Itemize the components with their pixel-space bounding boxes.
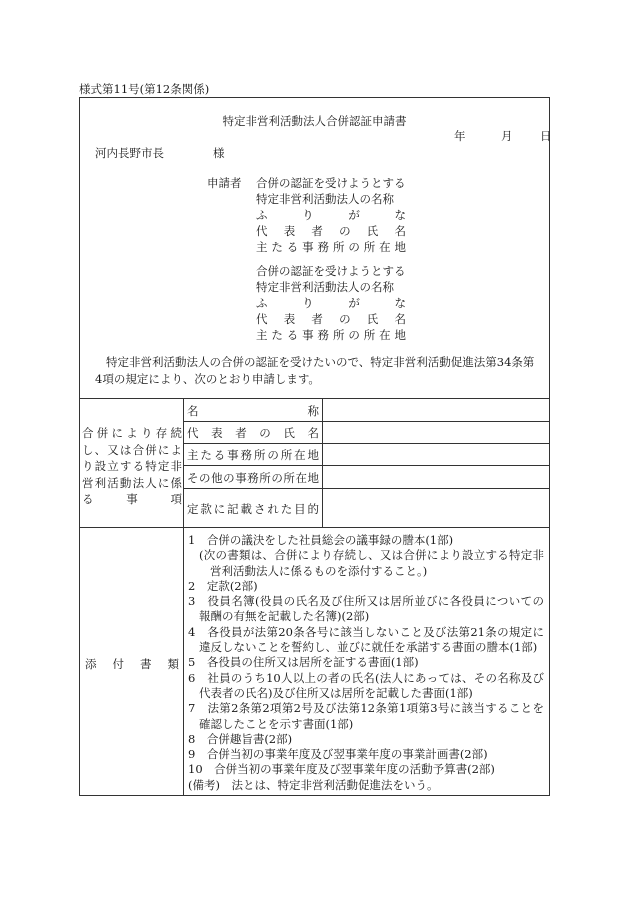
org-representative: 代表者の氏名 <box>256 312 406 326</box>
addressee-name: 河内長野市長 <box>95 146 164 160</box>
attachments-list <box>188 533 544 793</box>
list-item: 7 法第2条第2項第2号及び法第12条第1項第3号に該当することを確認したことを示す書面(1部) <box>188 701 544 731</box>
field-row-rule <box>183 421 549 422</box>
org-intro-line2: 特定非営利活動法人の名称 <box>256 280 394 294</box>
org-intro-line1: 合併の認証を受けようとする <box>256 264 406 278</box>
date-year: 年 <box>454 129 466 143</box>
org-furigana: ふりがな <box>256 208 406 222</box>
org-intro-line2: 特定非営利活動法人の名称 <box>256 192 394 206</box>
form-number-label: 様式第11号(第12条関係) <box>79 82 210 96</box>
table-top-rule <box>80 398 549 399</box>
org-intro-line1: 合併の認証を受けようとする <box>256 176 406 190</box>
field-name-label: 名称 <box>187 404 319 418</box>
addressee-honorific: 様 <box>213 146 225 160</box>
org-address: 主たる事務所の所在地 <box>256 328 406 342</box>
org-representative: 代表者の氏名 <box>256 224 406 238</box>
date-day: 日 <box>540 129 552 143</box>
date-month: 月 <box>501 129 513 143</box>
field-main-office-label: 主たる事務所の所在地 <box>187 448 319 462</box>
attachments-top-rule <box>80 527 549 528</box>
list-item: (次の書類は、合併により存続し、又は合併により設立する特定非営利活動法人に係るものを添付すること。) <box>199 548 544 578</box>
applicant-label: 申請者 <box>207 176 242 190</box>
list-item: 1 合併の議決をした社員総会の議事録の謄本(1部) <box>188 533 454 547</box>
field-row-rule <box>183 443 549 444</box>
field-row-rule <box>183 488 549 489</box>
section-label: 合併により存続し、又は合併により設立する特定非営利活動法人に係る事項 <box>82 426 182 506</box>
form-title: 特定非営利活動法人合併認証申請書 <box>222 114 407 128</box>
field-other-office-label: その他の事務所の所在地 <box>187 471 319 485</box>
list-item: 9 合併当初の事業年度及び翌事業年度の事業計画書(2部) <box>188 747 488 762</box>
list-item: 2 定款(2部) <box>188 578 258 593</box>
list-item: 5 各役員の住所又は居所を証する書面(1部) <box>188 655 419 670</box>
field-representative-label: 代表者の氏名 <box>187 426 319 440</box>
attachments-label: 添付書類 <box>85 657 179 671</box>
list-item-note: (備考) 法とは、特定非営利活動促進法をいう。 <box>188 777 439 792</box>
application-form <box>79 97 550 796</box>
list-item: 8 合併趣旨書(2部) <box>188 731 293 746</box>
list-item: 4 各役員が法第20条各号に該当しないこと及び法第21条の規定に違反しないことを誓約し、並びに就任を承諾する書面の謄本(1部) <box>188 624 544 655</box>
applicant-org-2 <box>256 263 406 343</box>
field-row-rule <box>183 465 549 466</box>
field-column-rule <box>322 398 323 527</box>
org-furigana: ふりがな <box>256 296 406 310</box>
list-item: 10 合併当初の事業年度及び翌事業年度の活動予算書(2部) <box>188 762 495 777</box>
list-item: 3 役員名簿(役員の氏名及び住所又は居所並びに各役員についての報酬の有無を記載した名簿)(2部) <box>188 594 544 624</box>
declaration-text: 特定非営利活動法人の合併の認証を受けたいので、特定非営利活動促進法第34条第4項の規定により、次のとおり申請します。 <box>95 355 535 386</box>
applicant-org-1 <box>256 175 406 255</box>
list-item: 6 社員のうち10人以上の者の氏名(法人にあっては、その名称及び代表者の氏名)及び住所又は居所を記載した書面(1部) <box>188 670 544 700</box>
label-column-rule <box>183 398 184 795</box>
org-address: 主たる事務所の所在地 <box>256 240 406 254</box>
field-purpose-label: 定款に記載された目的 <box>187 502 319 516</box>
